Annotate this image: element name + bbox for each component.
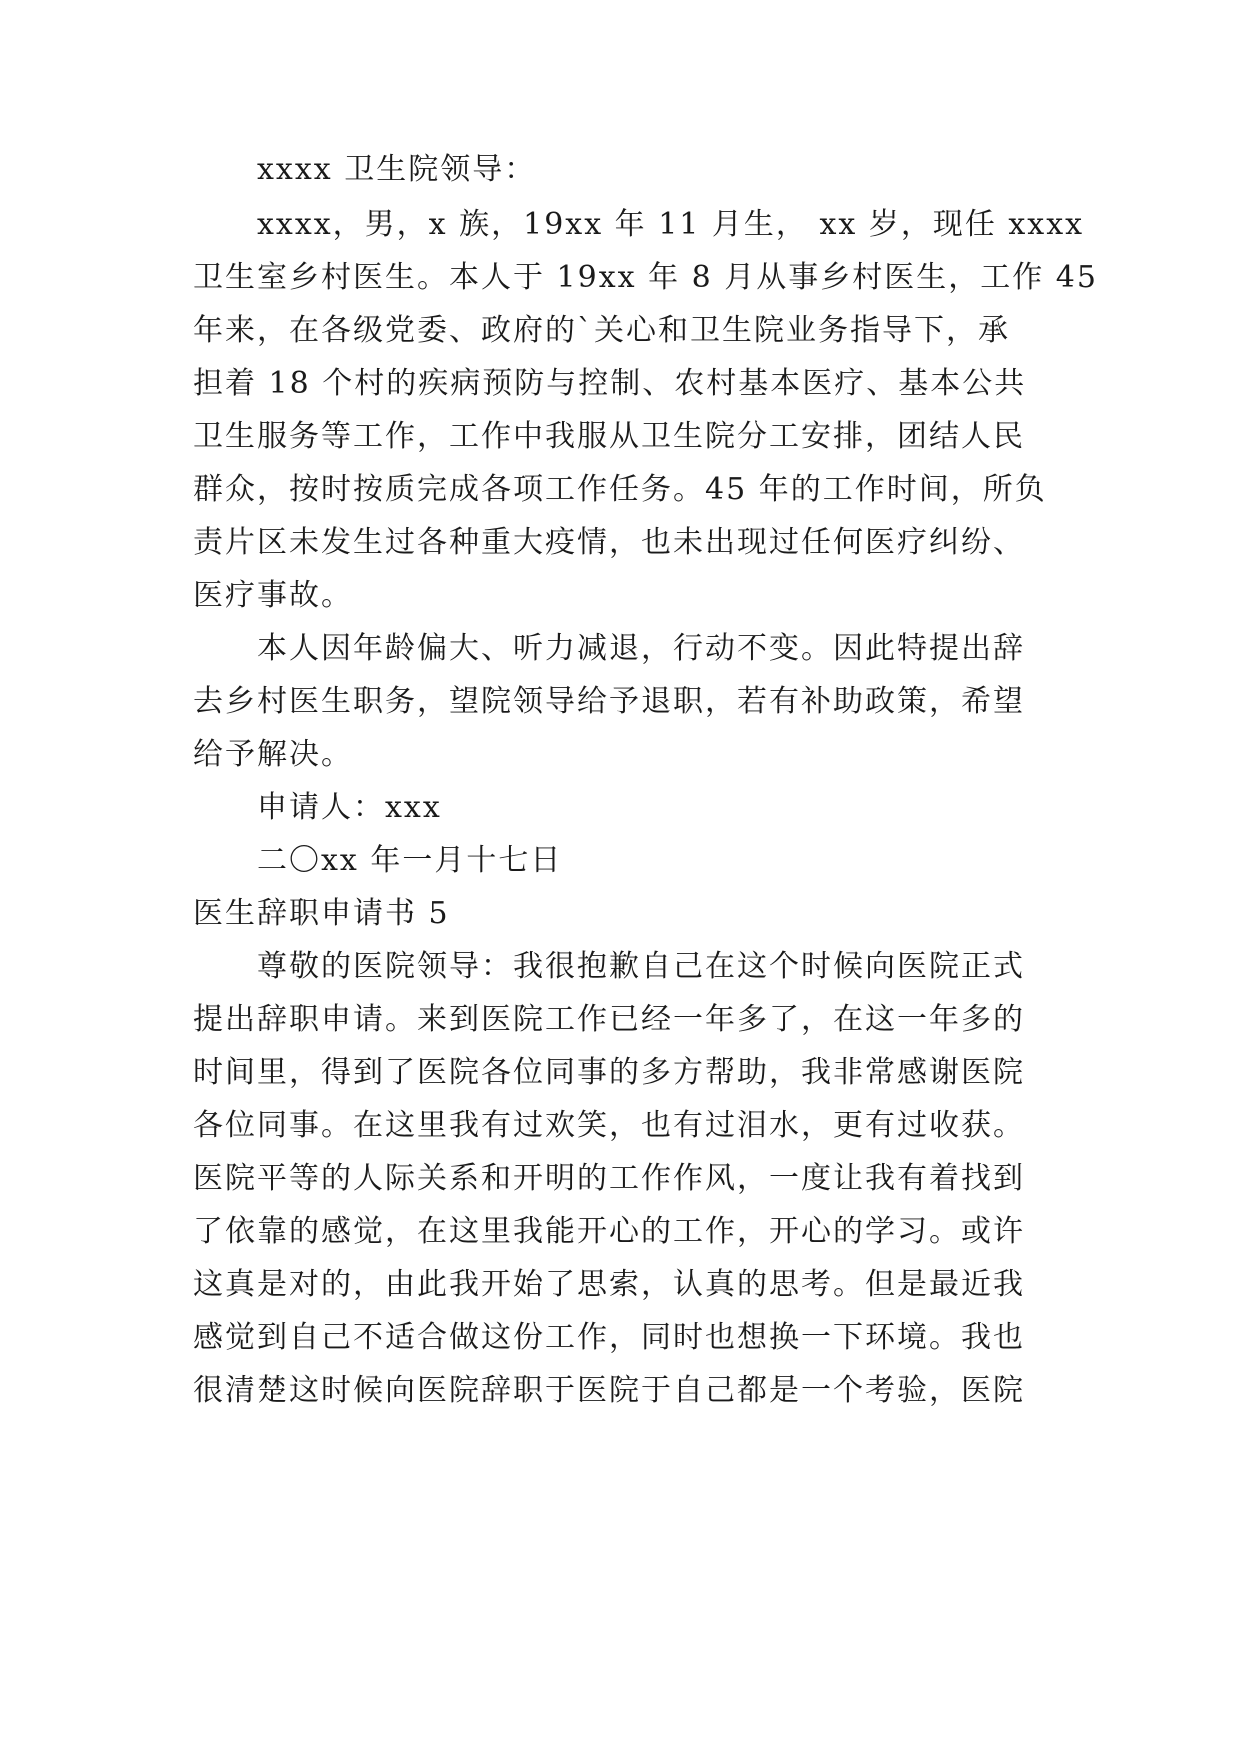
letter1-p1-line-6: 群众，按时按质完成各项工作任务。45 年的工作时间，所负 <box>193 472 1047 507</box>
letter1-p1-line-3: 年来，在各级党委、政府的`关心和卫生院业务指导下，承 <box>193 313 1010 348</box>
letter2-p1-line-4: 各位同事。在这里我有过欢笑，也有过泪水，更有过收获。 <box>193 1108 1025 1143</box>
letter1-applicant: 申请人：xxx <box>257 790 442 825</box>
letter1-p1-line-8: 医疗事故。 <box>193 578 353 613</box>
letter2-p1-line-1: 尊敬的医院领导：我很抱歉自己在这个时候向医院正式 <box>257 949 1025 984</box>
letter2-p1-line-6: 了依靠的感觉，在这里我能开心的工作，开心的学习。或许 <box>193 1214 1025 1249</box>
letter1-p1-line-5: 卫生服务等工作，工作中我服从卫生院分工安排，团结人民 <box>193 419 1025 454</box>
letter2-title: 医生辞职申请书 5 <box>193 896 450 931</box>
letter1-salutation: xxxx 卫生院领导： <box>257 152 537 187</box>
letter2-p1-line-9: 很清楚这时候向医院辞职于医院于自己都是一个考验，医院 <box>193 1373 1025 1408</box>
letter2-p1-line-5: 医院平等的人际关系和开明的工作作风，一度让我有着找到 <box>193 1161 1025 1196</box>
letter1-p2-line-1: 本人因年龄偏大、听力减退，行动不变。因此特提出辞 <box>257 631 1025 666</box>
letter1-p1-line-7: 责片区未发生过各种重大疫情，也未出现过任何医疗纠纷、 <box>193 525 1025 560</box>
letter2-p1-line-7: 这真是对的，由此我开始了思索，认真的思考。但是最近我 <box>193 1267 1025 1302</box>
letter2-p1-line-8: 感觉到自己不适合做这份工作，同时也想换一下环境。我也 <box>193 1320 1025 1355</box>
letter2-p1-line-2: 提出辞职申请。来到医院工作已经一年多了，在这一年多的 <box>193 1002 1025 1037</box>
letter2-p1-line-3: 时间里，得到了医院各位同事的多方帮助，我非常感谢医院 <box>193 1055 1025 1090</box>
letter1-p1-line-2: 卫生室乡村医生。本人于 19xx 年 8 月从事乡村医生，工作 45 <box>193 260 1098 295</box>
letter1-p2-line-3: 给予解决。 <box>193 737 353 772</box>
letter1-p2-line-2: 去乡村医生职务，望院领导给予退职，若有补助政策，希望 <box>193 684 1025 719</box>
letter1-p1-line-4: 担着 18 个村的疾病预防与控制、农村基本医疗、基本公共 <box>193 366 1027 401</box>
letter1-p1-line-1: xxxx，男，x 族，19xx 年 11 月生， xx 岁，现任 xxxx <box>257 207 1085 242</box>
letter1-date: 二〇xx 年一月十七日 <box>257 843 563 878</box>
